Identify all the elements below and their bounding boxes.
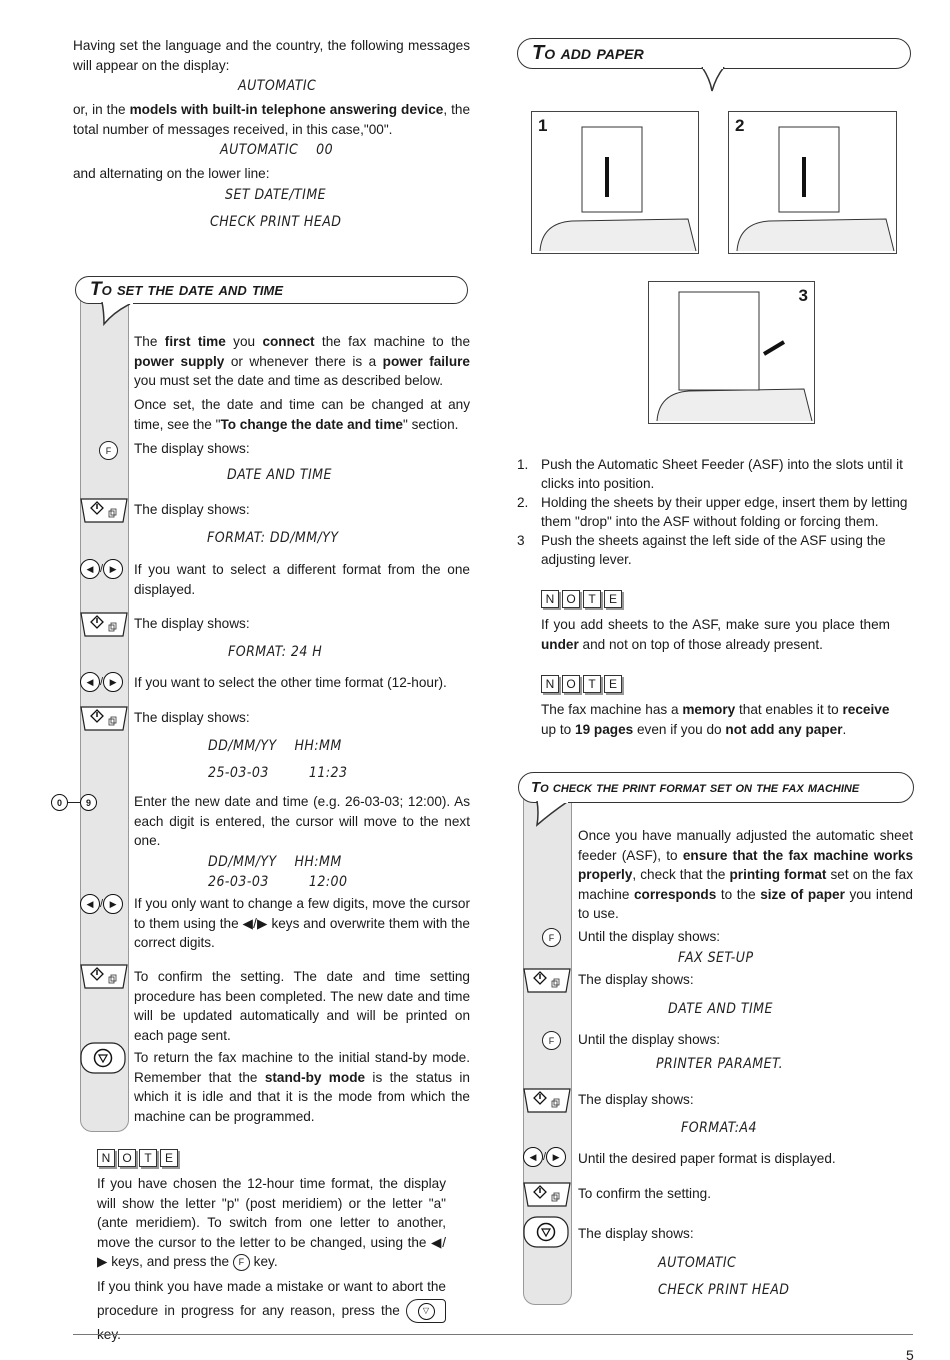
display-text: DATE AND TIME	[668, 1001, 773, 1017]
display-text: CHECK PRINT HEAD	[658, 1282, 790, 1298]
right-arrow-key-icon[interactable]: ▶	[103, 559, 123, 579]
start-key-icon[interactable]	[523, 1086, 571, 1114]
start-key-icon[interactable]	[80, 610, 128, 638]
text-run: Enter the new date and time (e.g. 26-03-03; 12:00). As each digit is entered, the cursor will move to the next one.	[134, 794, 470, 848]
stop-key-icon[interactable]	[523, 1216, 569, 1248]
left-arrow-key-icon[interactable]: ◀	[523, 1147, 543, 1167]
note-letter: T	[583, 590, 601, 608]
intro-paragraph	[134, 395, 470, 434]
start-key-icon[interactable]	[523, 1180, 571, 1208]
note-letter: E	[160, 1149, 178, 1167]
step-text	[134, 500, 470, 520]
display-text: FORMAT: 24 H	[228, 644, 323, 660]
bold-text: stand-by mode	[264, 1069, 366, 1085]
text-run: you	[225, 334, 263, 349]
intro-paragraph	[134, 332, 470, 391]
page-number: 5	[906, 1347, 914, 1360]
step-text	[134, 792, 470, 851]
intro-paragraph	[73, 164, 470, 184]
bold-text: first time	[164, 334, 226, 349]
step-text	[578, 1030, 913, 1050]
note-badge	[541, 590, 622, 608]
bubble-tail	[700, 67, 730, 93]
step-text	[134, 708, 470, 728]
text-run: or, in the	[73, 102, 130, 117]
note-letter: T	[139, 1149, 157, 1167]
text-run: , the total number of messages received, in this case,"00".	[73, 102, 471, 137]
stop-key-icon[interactable]	[80, 1042, 126, 1074]
bold-text: 19 pages	[575, 721, 634, 737]
note-text-body: If you have chosen the 12-hour time format, the display will show the letter "p" (post meridiem) or the letter "a" (ante meridiem). To switch from one letter to another, move the cursor to the letter to be changed, using the ◀/▶ keys, and press the	[97, 1176, 446, 1269]
list-number: 1.	[517, 457, 529, 472]
bold-text: not add any paper	[725, 721, 843, 737]
bold-text: size of paper	[760, 886, 845, 902]
step-text	[134, 967, 470, 1045]
list-number: 3	[517, 533, 525, 548]
display-text: AUTOMATIC 00	[220, 142, 334, 158]
step-text	[134, 614, 470, 634]
figure-number: 3	[798, 286, 808, 305]
bold-text: memory	[682, 702, 736, 717]
bold-text: power failure	[382, 353, 470, 369]
text-run: The display shows:	[134, 710, 250, 725]
f-key-icon[interactable]: F	[542, 928, 561, 947]
note-letter: O	[562, 590, 580, 608]
text-run: is the status in which it is idle and that it is the mode from which the machine can be programmed.	[134, 1069, 470, 1124]
footer-divider	[73, 1334, 913, 1335]
bold-text: power supply	[134, 353, 225, 369]
list-text: Push the Automatic Sheet Feeder (ASF) into the slots until it clicks into position.	[541, 457, 903, 491]
text-run: To return the fax machine to the initial stand-by mode. Remember that the	[134, 1050, 470, 1085]
display-text: 26-03-03 12:00	[208, 874, 348, 890]
bold-text: receive	[842, 702, 890, 717]
text-run: up to	[541, 721, 576, 737]
bold-text: under	[541, 636, 579, 652]
text-run: Until the display shows:	[578, 1032, 721, 1047]
text-run: To confirm the setting.	[578, 1186, 711, 1201]
section-title-date-time: To set the date and time	[75, 276, 468, 304]
note-text	[97, 1275, 446, 1347]
display-text: FORMAT: DD/MM/YY	[207, 530, 339, 546]
step-text	[578, 927, 913, 947]
arrow-keys-icon[interactable]: ◀ / ▶	[523, 1147, 566, 1167]
bubble-tail	[100, 302, 140, 328]
start-key-icon[interactable]	[523, 966, 571, 994]
note-letter: N	[541, 675, 559, 693]
list-number: 2.	[517, 495, 529, 510]
step-text	[134, 560, 470, 599]
figure-number: 2	[735, 116, 745, 135]
fax-paper-illustration	[649, 282, 814, 423]
bold-text: models with built-in telephone answering device	[129, 102, 444, 117]
start-key-icon[interactable]	[80, 704, 128, 732]
display-text: 25-03-03 11:23	[208, 765, 348, 781]
text-run: set on the fax machine	[578, 867, 913, 902]
text-run: To confirm the setting. The date and time setting procedure has been completed. The new date and time will be updated automatically and will be printed on each page sent.	[134, 969, 470, 1043]
note-text-end: key.	[253, 1254, 278, 1269]
stop-key-icon: ▽	[406, 1299, 446, 1323]
text-run: to the	[716, 886, 761, 902]
fax-paper-illustration	[729, 112, 896, 253]
text-run: " section.	[402, 416, 459, 432]
text-run: and not on top of those already present.	[578, 636, 823, 652]
intro-paragraph	[73, 100, 470, 139]
list-item	[517, 493, 913, 531]
note-letter: N	[97, 1149, 115, 1167]
note-letter: N	[541, 590, 559, 608]
text-run: Once you have manually adjusted the automatic sheet feeder (ASF), to	[578, 828, 913, 863]
digit-keys-icon[interactable]	[51, 794, 97, 811]
text-run: The display shows:	[134, 441, 250, 456]
display-text: SET DATE/TIME	[225, 187, 327, 203]
note-text	[541, 700, 890, 739]
f-key-icon: F	[233, 1254, 250, 1271]
figure-number: 1	[538, 116, 548, 135]
note-badge	[541, 675, 622, 693]
text-run: or whenever there is a	[224, 353, 383, 369]
digit-9-key-icon[interactable]: 9	[80, 794, 97, 811]
text-run: The display shows:	[134, 502, 250, 517]
text-run: The fax machine has a	[541, 702, 683, 717]
text-run: that enables it to	[735, 702, 843, 717]
note-text	[541, 615, 890, 654]
text-run: and alternating on the lower line:	[73, 166, 270, 181]
bold-text: To change the date and time	[220, 416, 403, 432]
text-run: The display shows:	[578, 972, 694, 987]
text-run: If you add sheets to the ASF, make sure you place them	[541, 617, 890, 632]
note-text-body: If you think you have made a mistake or want to abort the procedure in progress for any reason, press the	[97, 1279, 446, 1318]
text-run: Once set, the date and time can be changed at any time, see the "	[134, 397, 470, 432]
display-text: FORMAT:A4	[681, 1120, 757, 1136]
step-text	[578, 1090, 913, 1110]
note-letter: E	[604, 675, 622, 693]
step-text	[134, 1048, 470, 1126]
instruction-list	[517, 455, 913, 569]
left-arrow-key-icon[interactable]: ◀	[80, 672, 100, 692]
intro-paragraph	[578, 826, 913, 924]
display-text: AUTOMATIC	[658, 1255, 737, 1271]
note-letter: O	[562, 675, 580, 693]
text-run: Having set the language and the country, the following messages will appear on the display:	[73, 38, 470, 73]
display-text: FAX SET-UP	[678, 950, 754, 966]
bold-text: printing format	[729, 867, 827, 882]
digit-0-key-icon[interactable]: 0	[51, 794, 68, 811]
right-arrow-key-icon[interactable]: ▶	[103, 672, 123, 692]
step-text	[134, 439, 470, 459]
text-run: .	[842, 721, 847, 737]
text-run: Until the display shows:	[578, 929, 721, 944]
step-text	[578, 1224, 913, 1244]
left-arrow-key-icon[interactable]: ◀	[80, 559, 100, 579]
left-arrow-key-icon[interactable]: ◀	[80, 894, 100, 914]
arrow-keys-icon[interactable]: ◀ / ▶	[80, 894, 123, 914]
bold-text: connect	[262, 334, 315, 349]
list-item	[517, 531, 913, 569]
note-letter: O	[118, 1149, 136, 1167]
text-run: you must set the date and time as described below.	[134, 373, 444, 388]
text-run: If you only want to change a few digits, move the cursor to them using the ◀/▶ keys and overwrite them with the correct digits.	[134, 896, 470, 950]
intro-paragraph	[73, 36, 470, 75]
list-text: Push the sheets against the left side of the ASF using the adjusting lever.	[541, 533, 886, 567]
note-text	[97, 1174, 446, 1272]
illustration-3	[648, 281, 815, 424]
display-text: DATE AND TIME	[227, 467, 332, 483]
text-run: Until the desired paper format is displayed.	[578, 1151, 836, 1166]
text-run: The	[134, 334, 165, 349]
text-run: The display shows:	[578, 1092, 694, 1107]
display-text: AUTOMATIC	[238, 78, 317, 94]
step-text	[578, 1184, 913, 1204]
list-text: Holding the sheets by their upper edge, insert them by letting them "drop" into the ASF without folding or forcing them.	[541, 495, 908, 529]
note-badge	[97, 1149, 178, 1167]
start-key-icon[interactable]	[80, 496, 128, 524]
arrow-keys-icon[interactable]: ◀ / ▶	[80, 672, 123, 692]
text-run: If you want to select a different format from the one displayed.	[134, 562, 470, 597]
right-arrow-key-icon[interactable]: ▶	[546, 1147, 566, 1167]
text-run: even if you do	[633, 721, 726, 737]
step-text	[578, 970, 913, 990]
text-run: If you want to select the other time format (12-hour).	[134, 675, 447, 690]
text-run: you intend to use.	[578, 886, 913, 921]
display-text: DD/MM/YY HH:MM	[208, 854, 342, 870]
bubble-tail	[535, 801, 575, 829]
list-item	[517, 455, 913, 493]
section-title-print-format: To check the print format set on the fax machine	[518, 772, 914, 803]
fax-paper-illustration	[532, 112, 698, 253]
start-key-icon[interactable]	[80, 962, 128, 990]
text-run: The display shows:	[578, 1226, 694, 1241]
f-key-icon[interactable]: F	[99, 441, 118, 460]
arrow-keys-icon[interactable]: ◀ / ▶	[80, 559, 123, 579]
right-arrow-key-icon[interactable]: ▶	[103, 894, 123, 914]
display-text: CHECK PRINT HEAD	[210, 214, 342, 230]
step-text	[134, 894, 470, 953]
bold-text: corresponds	[633, 886, 717, 902]
section-title-add-paper: To add paper	[517, 38, 911, 69]
f-key-icon[interactable]: F	[542, 1031, 561, 1050]
text-run: the fax machine to the	[314, 334, 471, 349]
step-text	[134, 673, 470, 693]
display-text: PRINTER PARAMET.	[656, 1056, 784, 1072]
illustration-2	[728, 111, 897, 254]
illustration-1	[531, 111, 699, 254]
display-text: DD/MM/YY HH:MM	[208, 738, 342, 754]
step-text	[578, 1149, 913, 1169]
note-letter: E	[604, 590, 622, 608]
bold-text: ensure that the fax machine works properly	[578, 847, 914, 882]
text-run: , check that the	[632, 867, 730, 882]
note-letter: T	[583, 675, 601, 693]
text-run: The display shows:	[134, 616, 250, 631]
